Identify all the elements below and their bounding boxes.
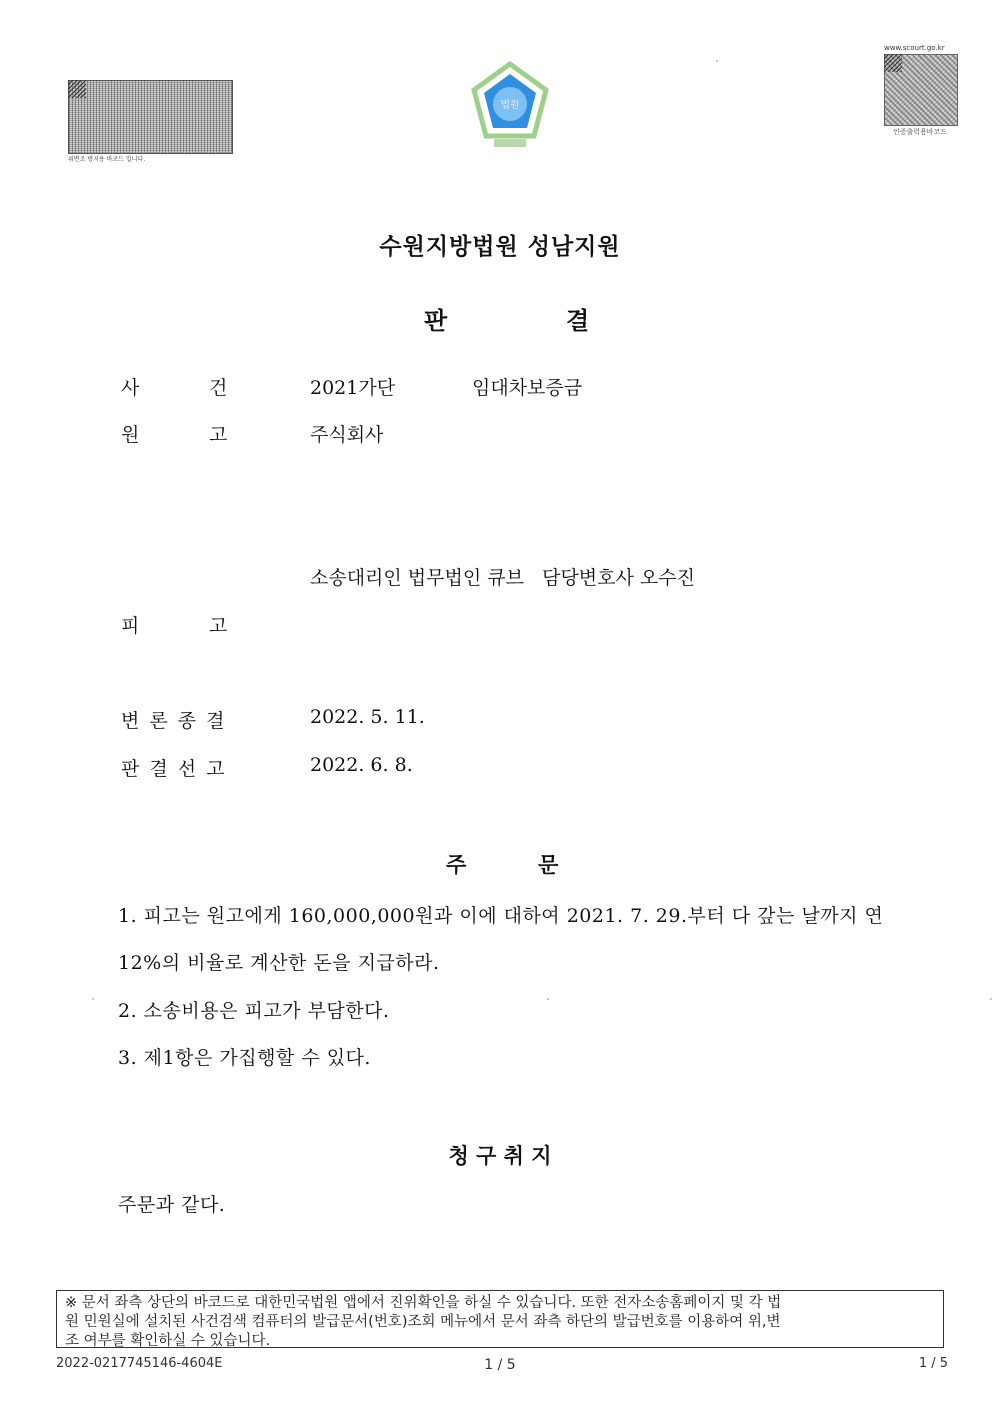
notice-line-3: 조 여부를 확인하실 수 있습니다.	[65, 1333, 271, 1349]
case-number: 2021가단	[310, 377, 396, 399]
page-number-center: 1 / 5	[484, 1357, 516, 1373]
qr-corner-mark	[884, 54, 902, 72]
case-name: 임대차보증금	[472, 377, 583, 399]
verification-notice	[56, 1290, 944, 1348]
claim-heading: 청 구 취 지	[448, 1144, 552, 1168]
barcode-caption: 위변조 방지용 바코드 입니다.	[68, 156, 146, 163]
defendant-label-1: 피	[121, 615, 140, 637]
case-label-2: 건	[209, 377, 228, 399]
barcode-corner-mark	[68, 80, 86, 98]
verdict-date: 2022. 6. 8.	[310, 754, 413, 776]
qr-url: www.scourt.go.kr	[884, 44, 945, 52]
ruling-item-2: 2. 소송비용은 피고가 부담한다.	[118, 1000, 390, 1022]
claim-text: 주문과 같다.	[118, 1194, 226, 1216]
verdict-label: 판 결 선 고	[121, 758, 227, 780]
notice-line-2: 원 민원실에 설치된 사건검색 컴퓨터의 발급문서(번호)조회 메뉴에서 문서 좌측 하단의 발급번호를 이용하여 위,변	[65, 1314, 781, 1330]
defendant-label-2: 고	[209, 615, 228, 637]
scan-speck	[92, 998, 94, 1000]
issue-number: 2022-0217745146-4604E	[56, 1356, 223, 1371]
scan-speck	[716, 60, 718, 62]
ruling-heading-char-2: 문	[538, 853, 559, 877]
ruling-heading-char-1: 주	[446, 853, 467, 877]
qr-caption: 인증출력용바코드	[892, 128, 948, 136]
document-title-char-1: 판	[424, 307, 448, 335]
case-label-1: 사	[121, 377, 140, 399]
document-title-char-2: 결	[566, 307, 590, 335]
scan-speck	[990, 998, 992, 1000]
page-number-right: 1 / 5	[918, 1356, 948, 1371]
verification-barcode	[68, 80, 233, 154]
emblem-label: 법원	[500, 100, 520, 111]
notice-line-1: ※ 문서 좌측 상단의 바코드로 대한민국법원 앱에서 진위확인을 하실 수 있습니다. 또한 전자소송홈페이지 및 각 법	[65, 1295, 782, 1311]
scan-speck	[547, 998, 549, 1000]
plaintiff-label-2: 고	[209, 424, 228, 446]
court-name: 수원지방법원 성남지원	[379, 234, 621, 260]
ruling-item-1: 1. 피고는 원고에게 160,000,000원과 이에 대하여 2021. 7. 29.부터 다 갚는 날까지 연	[118, 905, 884, 927]
plaintiff-label-1: 원	[121, 424, 140, 446]
ruling-item-3: 3. 제1항은 가집행할 수 있다.	[118, 1047, 371, 1069]
hearing-end-label: 변 론 종 결	[121, 710, 227, 732]
hearing-end-date: 2022. 5. 11.	[310, 706, 425, 728]
plaintiff-value: 주식회사	[310, 424, 384, 446]
ruling-item-1-continued: 12%의 비율로 계산한 돈을 지급하라.	[118, 952, 440, 974]
plaintiff-counsel: 소송대리인 법무법인 큐브 담당변호사 오수진	[310, 567, 695, 589]
